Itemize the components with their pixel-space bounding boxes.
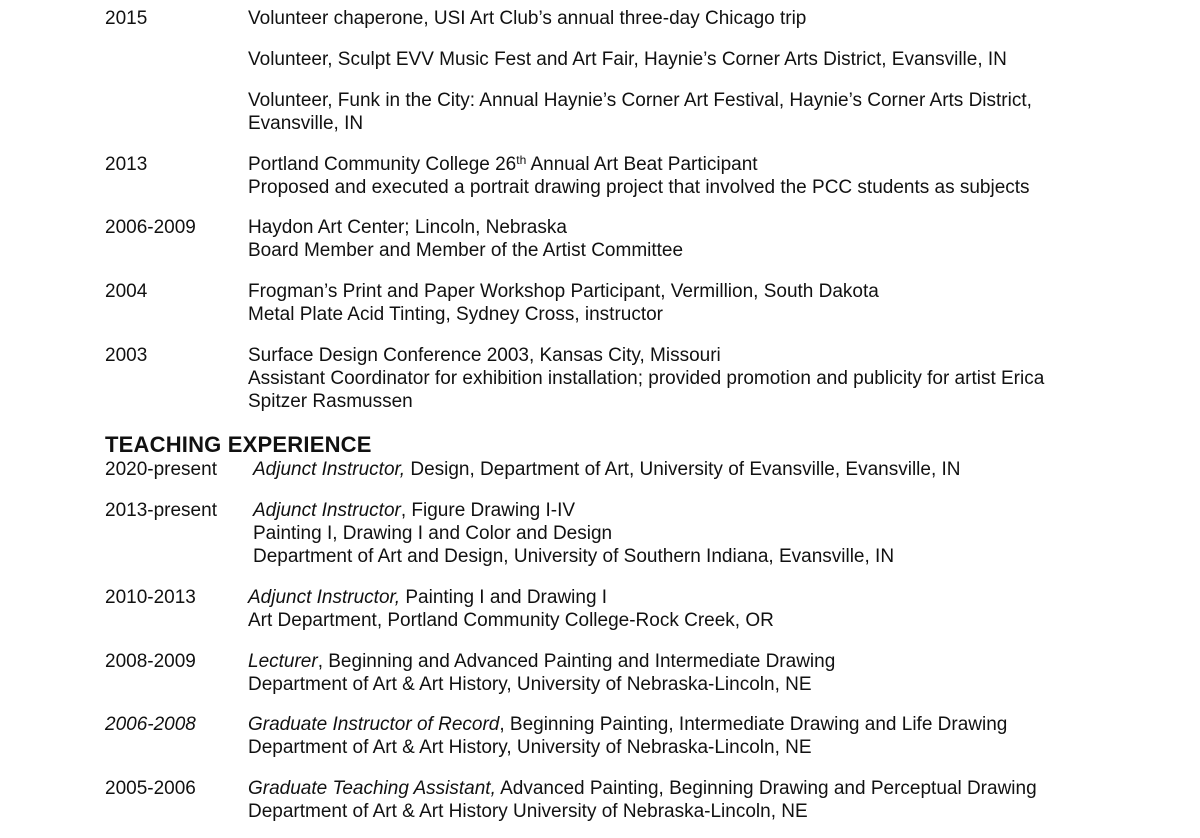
entry-text: Department of Art & Art History, University of Nebraska-Lincoln, NE: [248, 674, 812, 695]
entry-text: Metal Plate Acid Tinting, Sydney Cross, instructor: [248, 304, 664, 325]
entry-year: 2013: [105, 154, 148, 175]
entry-year: 2008-2009: [105, 651, 196, 672]
entry-text-part: Painting I and Drawing I: [400, 587, 608, 608]
entry-year: 2005-2006: [105, 778, 196, 799]
entry-text-part: Annual Art Beat Participant: [526, 154, 758, 175]
entry-text: [248, 153, 1098, 176]
entry-text: Assistant Coordinator for exhibition installation; provided promotion and publicity for artist Erica: [248, 368, 1045, 389]
entry-text: Art Department, Portland Community College-Rock Creek, OR: [248, 610, 774, 631]
entry-year: 2010-2013: [105, 587, 196, 608]
entry-year: 2013-present: [105, 500, 217, 521]
role-title: Adjunct Instructor,: [248, 587, 401, 608]
role-title: Lecturer: [248, 651, 318, 672]
entry-text-part: , Beginning Painting, Intermediate Drawing and Life Drawing: [499, 714, 1008, 735]
entry-text: Department of Art & Art History University of Nebraska-Lincoln, NE: [248, 801, 808, 822]
entry-text: Volunteer chaperone, USI Art Club’s annual three-day Chicago trip: [248, 8, 807, 29]
entry-text: Department of Art and Design, University of Southern Indiana, Evansville, IN: [253, 546, 895, 567]
entry-text: [248, 650, 1098, 673]
entry-text: [248, 777, 1098, 800]
entry-text-part: Advanced Painting, Beginning Drawing and Perceptual Drawing: [495, 778, 1037, 799]
entry-text: Painting I, Drawing I and Color and Design: [253, 523, 613, 544]
entry-text: Surface Design Conference 2003, Kansas City, Missouri: [248, 345, 721, 366]
entry-text: [253, 458, 1103, 481]
entry-text: Evansville, IN: [248, 113, 364, 134]
entry-year: 2004: [105, 281, 148, 302]
entry-text: Spitzer Rasmussen: [248, 391, 413, 412]
entry-text: Frogman’s Print and Paper Workshop Participant, Vermillion, South Dakota: [248, 281, 879, 302]
entry-text: [253, 499, 1103, 522]
entry-year: 2015: [105, 8, 148, 29]
entry-text: [248, 713, 1098, 736]
entry-year: 2020-present: [105, 459, 217, 480]
entry-text: Volunteer, Sculpt EVV Music Fest and Art Fair, Haynie’s Corner Arts District, Evansville, IN: [248, 49, 1007, 70]
entry-text: Board Member and Member of the Artist Committee: [248, 240, 684, 261]
entry-text: Volunteer, Funk in the City: Annual Haynie’s Corner Art Festival, Haynie’s Corner Arts District,: [248, 90, 1032, 111]
entry-text-part: Design, Department of Art, University of Evansville, Evansville, IN: [405, 459, 961, 480]
entry-text: Proposed and executed a portrait drawing project that involved the PCC students as subjects: [248, 177, 1030, 198]
entry-text-part: , Figure Drawing I-IV: [400, 500, 576, 521]
entry-text-part: , Beginning and Advanced Painting and Intermediate Drawing: [317, 651, 836, 672]
entry-year: 2006-2008: [105, 714, 196, 735]
ordinal-suffix: th: [516, 153, 527, 167]
role-title: Adjunct Instructor: [253, 500, 401, 521]
section-heading-teaching: TEACHING EXPERIENCE: [105, 432, 372, 457]
entry-year: 2003: [105, 345, 148, 366]
role-title: Graduate Instructor of Record: [248, 714, 500, 735]
entry-text: [248, 586, 1098, 609]
role-title: Adjunct Instructor,: [253, 459, 406, 480]
entry-text: Haydon Art Center; Lincoln, Nebraska: [248, 217, 567, 238]
role-title: Graduate Teaching Assistant,: [248, 778, 496, 799]
entry-year: 2006-2009: [105, 217, 196, 238]
entry-text: Department of Art & Art History, University of Nebraska-Lincoln, NE: [248, 737, 812, 758]
entry-text-part: Portland Community College 26: [248, 154, 517, 175]
